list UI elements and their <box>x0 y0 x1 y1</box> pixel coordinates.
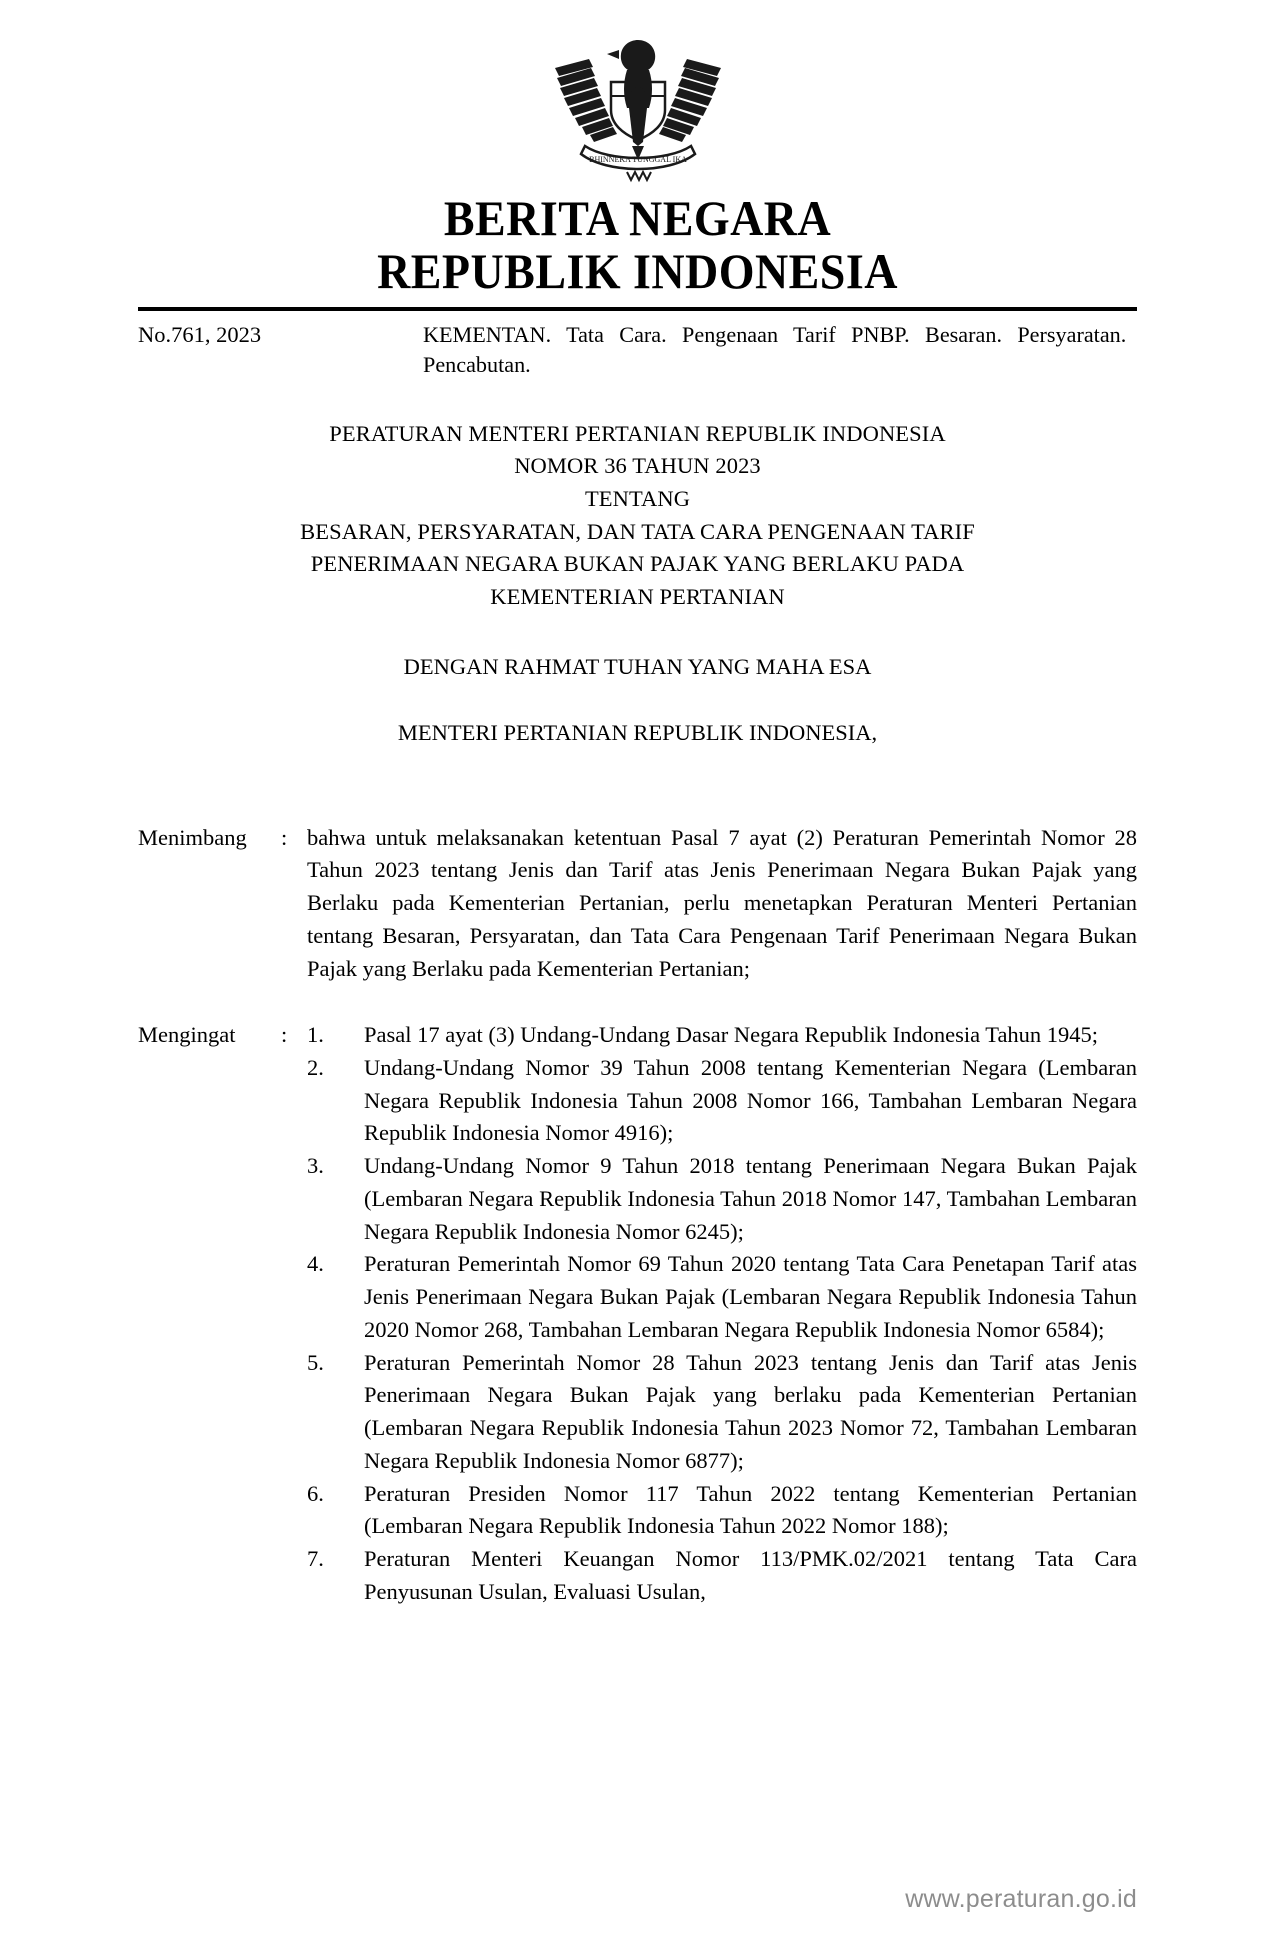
list-item-marker: 2. <box>307 1055 324 1080</box>
emblem-container <box>138 0 1137 186</box>
masthead-line-2: REPUBLIK INDONESIA <box>377 243 898 299</box>
list-item-marker: 6. <box>307 1480 324 1506</box>
mengingat-clause <box>138 1019 1137 1608</box>
menimbang-label: Menimbang <box>138 824 247 850</box>
list-item-text: Peraturan Menteri Keuangan Nomor 113/PMK.02/2021 tentang Tata Cara Penyusunan Usulan, Evaluasi Usulan, <box>364 1546 1137 1604</box>
title-line-subject-2: PENERIMAAN NEGARA BUKAN PAJAK YANG BERLAKU PADA <box>310 551 965 577</box>
title-line-subject-3: KEMENTERIAN PERTANIAN <box>490 583 785 609</box>
title-line-regulation-name: PERATURAN MENTERI PERTANIAN REPUBLIK INDONESIA <box>329 420 946 446</box>
mengingat-colon: : <box>281 1022 288 1048</box>
header-divider-rule <box>138 307 1137 311</box>
gazette-subject-keywords: KEMENTAN. Tata Cara. Pengenaan Tarif PNBP. Besaran. Persyaratan. Pencabutan. <box>423 322 1127 377</box>
garuda-pancasila-emblem <box>549 34 727 186</box>
footer-watermark: www.peraturan.go.id <box>905 1885 1137 1913</box>
list-item <box>307 1052 1137 1150</box>
list-item-text: Undang-Undang Nomor 39 Tahun 2008 tentang Kementerian Negara (Lembaran Negara Republik Indonesia Tahun 2008 Nomor 166, Tambahan Lembaran Negara Republik Indonesia Nomor 4916); <box>364 1055 1137 1146</box>
list-item-marker: 7. <box>307 1546 324 1572</box>
list-item-marker: 3. <box>307 1153 324 1179</box>
list-item <box>307 1347 1137 1478</box>
list-item-marker: 5. <box>307 1349 324 1375</box>
masthead-line-1: BERITA NEGARA <box>443 190 832 246</box>
mengingat-list <box>307 1019 1137 1608</box>
list-item <box>307 1150 1137 1248</box>
gazette-number: No.761, 2023 <box>138 322 262 347</box>
list-item <box>307 1478 1137 1543</box>
list-item-marker: 4. <box>307 1251 324 1277</box>
list-item-marker: 1. <box>307 1022 324 1048</box>
menimbang-text: bahwa untuk melaksanakan ketentuan Pasal 7 ayat (2) Peraturan Pemerintah Nomor 28 Tahun 2023 tentang Jenis dan Tarif atas Jenis Penerimaan Negara Bukan Pajak yang Berlaku pada Kementerian Pertanian, perlu menetapkan Peraturan Menteri Pertanian tentang Besaran, Persyaratan, dan Tata Cara Pengenaan Tarif Penerimaan Negara Bukan Pajak yang Berlaku pada Kementerian Pertanian; <box>307 824 1137 981</box>
list-item-text: Peraturan Pemerintah Nomor 28 Tahun 2023 tentang Jenis dan Tarif atas Jenis Penerimaan Negara Bukan Pajak yang berlaku pada Kementerian Pertanian (Lembaran Negara Republik Indonesia Tahun 2023 Nomor 72, Tambahan Lembaran Negara Republik Indonesia Nomor 6877); <box>364 1349 1137 1473</box>
gazette-header-row <box>138 320 1137 380</box>
list-item-text: Peraturan Pemerintah Nomor 69 Tahun 2020 tentang Tata Cara Penetapan Tarif atas Jenis Penerimaan Negara Bukan Pajak (Lembaran Negara Republik Indonesia Tahun 2020 Nomor 268, Tambahan Lembaran Negara Republik Indonesia Nomor 6584); <box>364 1251 1137 1342</box>
list-item-text: Pasal 17 ayat (3) Undang-Undang Dasar Negara Republik Indonesia Tahun 1945; <box>364 1022 1099 1048</box>
title-line-number: NOMOR 36 TAHUN 2023 <box>514 453 761 479</box>
title-line-subject-1: BESARAN, PERSYARATAN, DAN TATA CARA PENGENAAN TARIF <box>300 518 975 544</box>
list-item <box>307 1019 1137 1052</box>
list-item <box>307 1248 1137 1346</box>
list-item <box>307 1543 1137 1608</box>
mengingat-label: Mengingat <box>138 1022 236 1048</box>
title-line-tentang: TENTANG <box>584 486 691 512</box>
list-item-text: Undang-Undang Nomor 9 Tahun 2018 tentang Penerimaan Negara Bukan Pajak (Lembaran Negara Republik Indonesia Tahun 2018 Nomor 147, Tambahan Lembaran Negara Republik Indonesia Nomor 6245); <box>364 1153 1137 1244</box>
list-item-text: Peraturan Presiden Nomor 117 Tahun 2022 tentang Kementerian Pertanian (Lembaran Negara Republik Indonesia Tahun 2022 Nomor 188); <box>364 1480 1137 1539</box>
mengingat-list-container <box>307 1019 1137 1608</box>
emblem-motto-text: BHINNEKA TUNGGAL IKA <box>588 155 687 164</box>
masthead <box>178 192 1097 298</box>
signatory-line: MENTERI PERTANIAN REPUBLIK INDONESIA, <box>397 719 878 745</box>
invocation-line: DENGAN RAHMAT TUHAN YANG MAHA ESA <box>403 653 872 679</box>
regulation-title-block <box>138 418 1137 614</box>
menimbang-clause <box>138 822 1137 986</box>
menimbang-colon: : <box>281 824 288 850</box>
